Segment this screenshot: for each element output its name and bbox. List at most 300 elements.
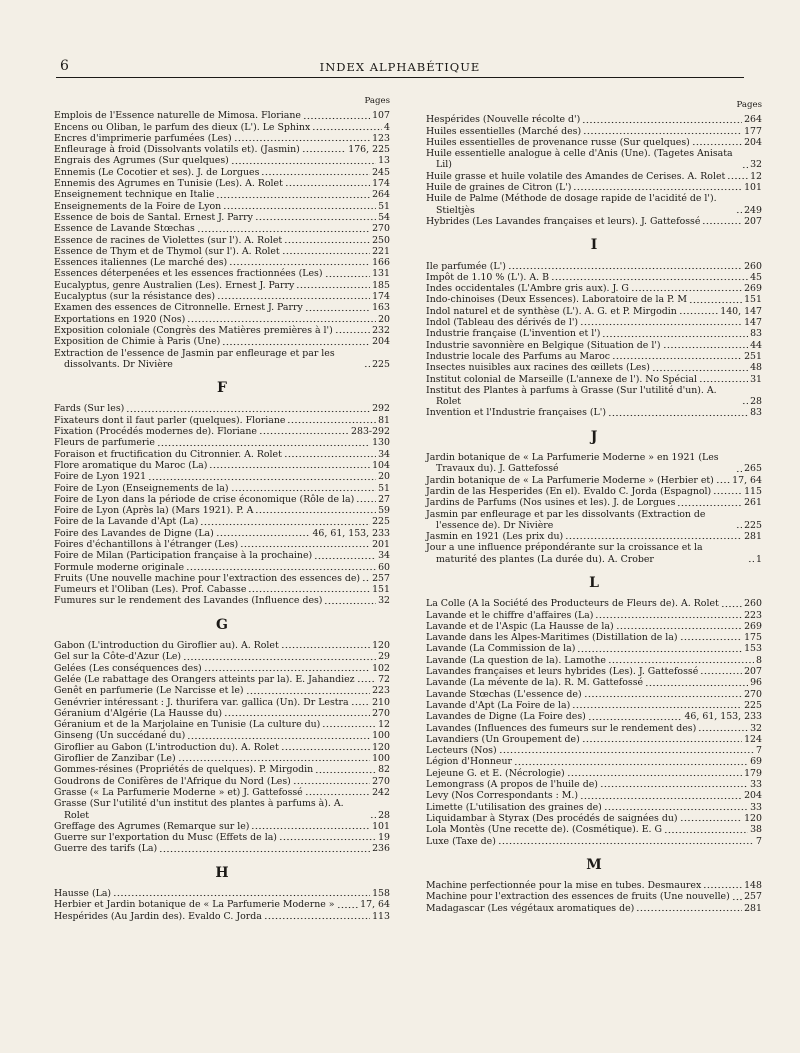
section-letter: G	[216, 616, 228, 633]
entry-page: 28	[378, 809, 390, 821]
entry-page: 250	[372, 234, 390, 246]
entry-title: Machine perfectionnée pour la mise en tubes. Desmaurex	[426, 880, 702, 892]
entry-page: 260	[744, 260, 762, 272]
entry-page: 120	[372, 741, 390, 753]
index-entry	[426, 903, 762, 914]
index-entry	[54, 437, 390, 448]
entry-page: 245	[372, 166, 390, 178]
dot-leader	[364, 360, 370, 368]
entry-title: Gommes-résines (Propriétés de quelques). P. Mirgodin	[54, 764, 314, 776]
entry-title: Hespérides (Nouvelle récolte d')	[426, 114, 581, 126]
entry-title: Huile essentielle analogue à celle d'Anis (Une). (Tagetes Anisata Lil)	[426, 148, 733, 171]
entry-title: Lavandes françaises et leurs hybrides (Les). J. Gattefossé	[426, 666, 699, 678]
entry-title: Eucalyptus (sur la résistance des)	[54, 291, 215, 303]
entry-page: 29	[378, 651, 390, 663]
dot-leader	[305, 304, 370, 312]
entry-title: Foire de Lyon dans la période de crise économique (Rôle de la)	[54, 493, 355, 505]
entry-page: 225	[744, 699, 762, 711]
dot-leader	[305, 788, 370, 796]
dot-leader	[508, 262, 742, 270]
entry-title: Exposition de Chimie à Paris (Une)	[54, 336, 221, 348]
entry-title: Invention et l'Industrie françaises (L')	[426, 407, 606, 419]
entry-page: 107	[372, 110, 390, 122]
dot-leader	[698, 724, 748, 732]
entry-page: 221	[372, 245, 390, 257]
entry-title: Flore aromatique du Maroc (La)	[54, 459, 208, 471]
dot-leader	[224, 709, 370, 717]
pages-label: Pages	[736, 100, 762, 110]
dot-leader	[582, 116, 742, 124]
dot-leader	[234, 134, 370, 142]
index-entry	[426, 452, 762, 475]
entry-title: Lavande et le chiffre d'affaires (La)	[426, 609, 594, 621]
entry-page: 249	[744, 204, 762, 216]
dot-leader	[231, 157, 376, 165]
entry-page: 210	[372, 696, 390, 708]
entry-title: Guerre des tarifs (La)	[54, 843, 158, 855]
entry-page: 83	[750, 407, 762, 419]
entry-page: 257	[372, 572, 390, 584]
entry-title: Engrais des Agrumes (Sur quelques)	[54, 155, 229, 167]
index-entry	[54, 539, 390, 550]
entry-title: Encres d'imprimerie parfumées (Les)	[54, 132, 232, 144]
entry-title: Herbier et Jardin botanique de « La Parfumerie Moderne »	[54, 899, 335, 911]
entry-page: 232	[372, 324, 390, 336]
dot-leader	[713, 487, 742, 495]
dot-leader	[565, 532, 742, 540]
entry-page: 20	[378, 313, 390, 325]
entry-title: Lavandiers (Un Groupement de)	[426, 733, 580, 745]
entry-title: Hausse (La)	[54, 888, 112, 899]
entry-page: 100	[372, 753, 390, 765]
dot-leader	[680, 633, 743, 641]
entry-title: Essences déterpenées et les essences fractionnées (Les)	[54, 268, 323, 280]
entry-title: Lemongrass (A propos de l'huile de)	[426, 779, 598, 791]
index-entry	[426, 294, 762, 305]
entry-page: 270	[372, 775, 390, 787]
index-entry	[426, 126, 762, 137]
entry-title: Formule moderne originale	[54, 561, 184, 573]
index-entry	[426, 475, 762, 486]
section-letter: L	[589, 574, 599, 591]
dot-leader	[612, 352, 742, 360]
entry-title: Enfleurage à froid (Dissolvants volatils et). (Jasmin)	[54, 144, 300, 156]
entry-page: 32	[750, 159, 762, 171]
dot-leader	[584, 690, 742, 698]
dot-leader	[677, 499, 742, 507]
entry-page: 1	[756, 553, 762, 565]
dot-leader	[679, 307, 718, 315]
index-entry	[426, 655, 762, 666]
entry-page: 51	[378, 482, 390, 494]
entry-title: Eucalyptus, genre Australien (Les). Ernest J. Parry	[54, 279, 295, 291]
dot-leader	[636, 904, 742, 912]
entry-title: Fruits (Une nouvelle machine pour l'extraction des essences de)	[54, 572, 361, 584]
entry-title: Levy (Nos Correspondants : M.)	[426, 790, 579, 802]
dot-leader	[322, 720, 376, 728]
index-entry	[54, 550, 390, 561]
index-entry	[54, 471, 390, 482]
entry-title: Jardin de las Hesperides (En el). Evaldo C. Jorda (Espagnol)	[426, 485, 712, 497]
index-entry	[54, 573, 390, 584]
entry-title: Légion d'Honneur	[426, 756, 512, 768]
index-entry	[54, 314, 390, 325]
entry-page: 104	[372, 459, 390, 471]
index-entry	[426, 700, 762, 711]
index-entry	[54, 640, 390, 651]
entry-page: 225	[372, 358, 390, 370]
entry-page: 101	[372, 820, 390, 832]
entry-page: 59	[378, 505, 390, 517]
entry-title: Géranium d'Algérie (La Hausse du)	[54, 707, 223, 719]
entry-page: 264	[744, 114, 762, 126]
entry-title: Giroflier au Gabon (L'introduction du). A. Rolet	[54, 741, 279, 753]
index-entry	[54, 336, 390, 347]
index-entry	[426, 745, 762, 756]
dot-leader	[514, 758, 748, 766]
index-entry	[54, 110, 390, 121]
entry-title: Luxe (Taxe de)	[426, 835, 496, 847]
dot-leader	[246, 687, 371, 695]
entry-title: Foire de Lyon 1921	[54, 471, 147, 483]
entry-page: 113	[372, 910, 390, 922]
entry-title: Lavandes de Digne (La Foire des)	[426, 711, 586, 723]
index-entry	[426, 790, 762, 801]
dot-leader	[604, 803, 748, 811]
entry-page: 269	[744, 620, 762, 632]
dot-leader	[727, 172, 748, 180]
dot-leader	[204, 664, 370, 672]
entry-page: 265	[744, 463, 762, 475]
entry-page: 283-292	[351, 426, 390, 438]
index-entry	[426, 632, 762, 643]
entry-title: Foraison et fructification du Citronnier. A. Rolet	[54, 448, 282, 460]
entry-page: 176, 225	[348, 144, 390, 156]
entry-title: Foire de Milan (Participation française à la prochaine)	[54, 550, 313, 562]
index-entry	[426, 542, 762, 565]
dot-leader	[742, 161, 748, 169]
entry-page: 204	[372, 336, 390, 348]
dot-leader	[335, 326, 370, 334]
entry-title: Foire de Lyon (Après la) (Mars 1921). P. A	[54, 505, 254, 517]
entry-page: 185	[372, 279, 390, 291]
dot-leader	[216, 191, 370, 199]
entry-page: 270	[744, 688, 762, 700]
entry-title: Exportations en 1920 (Nos)	[54, 313, 186, 325]
index-entry	[54, 528, 390, 539]
index-entry	[54, 426, 390, 437]
entry-page: 207	[744, 215, 762, 227]
index-entry	[426, 374, 762, 385]
index-entry	[54, 325, 390, 336]
entry-title: Industrie savonnière en Belgique (Situation de l')	[426, 339, 661, 351]
index-entry	[54, 708, 390, 719]
entry-page: 100	[372, 730, 390, 742]
entry-page: 175	[744, 632, 762, 644]
dot-leader	[315, 766, 376, 774]
pages-label: Pages	[364, 96, 390, 106]
entry-page: 153	[744, 643, 762, 655]
entry-page: 124	[744, 733, 762, 745]
index-entry	[426, 802, 762, 813]
entry-page: 20	[378, 471, 390, 483]
index-entry	[426, 261, 762, 272]
entry-title: Lavande dans les Alpes-Maritimes (Distillation de la)	[426, 632, 678, 644]
dot-leader	[223, 202, 376, 210]
entry-title: Essence de Lavande Stœchas	[54, 223, 195, 235]
dot-leader	[255, 213, 376, 221]
dot-leader	[577, 645, 742, 653]
entry-title: Jasmin en 1921 (Les prix du)	[426, 531, 564, 543]
index-entry	[426, 497, 762, 508]
dot-leader	[645, 679, 748, 687]
index-entry	[54, 584, 390, 595]
entry-title: Emplois de l'Essence naturelle de Mimosa. Floriane	[54, 110, 301, 122]
dot-leader	[680, 814, 743, 822]
dot-leader	[742, 397, 748, 405]
section-letter: F	[217, 380, 227, 397]
entry-title: Huile de Palme (Méthode de dosage rapide de l'acidité de l'). Stieltjès	[426, 193, 717, 216]
dot-leader	[357, 675, 376, 683]
entry-title: Lavande et de l'Aspic (La Hausse de la)	[426, 620, 614, 632]
dot-leader	[240, 540, 370, 548]
entry-title: Lavandes (Influences des fumeurs sur le rendement des)	[426, 722, 697, 734]
entry-page: 236	[372, 843, 390, 855]
entry-title: Genévrier intéressant : J. thurifera var. gallica (Un). Dr Lestra	[54, 696, 349, 708]
entry-page: 261	[744, 497, 762, 509]
dot-leader	[580, 792, 742, 800]
entry-title: Fumures sur le rendement des Lavandes (Influence des)	[54, 595, 323, 607]
entry-title: Liquidambar à Styrax (Des procédés de saignées du)	[426, 812, 678, 824]
dot-leader	[736, 206, 742, 214]
dot-leader	[736, 521, 742, 529]
index-entry	[426, 137, 762, 148]
entry-page: 123	[372, 132, 390, 144]
entry-page: 27	[378, 493, 390, 505]
entry-title: Grasse (Sur l'utilité d'un institut des plantes à parfums à). A. Rolet	[54, 798, 344, 821]
entry-page: 204	[744, 790, 762, 802]
index-entry	[54, 730, 390, 741]
page-title: INDEX ALPHABÉTIQUE	[319, 60, 481, 74]
dot-leader	[572, 701, 742, 709]
index-entry	[426, 723, 762, 734]
entry-title: Madagascar (Les végétaux aromatiques de)	[426, 902, 635, 914]
entry-title: Insectes nuisibles aux racines des œillets (Les)	[426, 362, 650, 374]
entry-title: Fixateurs dont il faut parler (quelques). Floriane	[54, 414, 286, 426]
entry-page: 7	[756, 835, 762, 847]
dot-leader	[652, 364, 748, 372]
entry-title: Enseignements de la Foire de Lyon	[54, 200, 222, 212]
dot-leader	[324, 597, 376, 605]
entry-page: 31	[750, 373, 762, 385]
index-entry	[54, 144, 390, 155]
entry-title: La Colle (A la Société des Producteurs de Fleurs de). A. Rolet	[426, 598, 719, 610]
index-entry	[54, 764, 390, 775]
entry-title: Ennemis des Agrumes en Tunisie (Les). A. Rolet	[54, 178, 283, 190]
entry-title: Huile grasse et huile volatile des Amandes de Cerises. A. Rolet	[426, 170, 726, 182]
entry-page: 54	[378, 211, 390, 223]
entry-page: 223	[744, 609, 762, 621]
index-entry	[54, 212, 390, 223]
entry-title: Goudrons de Conifères de l'Afrique du Nord (Les)	[54, 775, 291, 787]
entry-title: Extraction de l'essence de Jasmin par enfleurage et par les dissolvants. Dr Nivière	[54, 347, 335, 370]
dot-leader	[279, 833, 376, 841]
entry-title: Ginseng (Un succédané du)	[54, 730, 186, 742]
index-entry	[54, 911, 390, 922]
index-entry	[426, 486, 762, 497]
index-entry	[54, 280, 390, 291]
entry-title: Jour a une influence prépondérante sur la croissance et la maturité des plantes (La durée du). A. Crober	[426, 542, 703, 565]
dot-leader	[186, 563, 376, 571]
entry-page: 102	[372, 662, 390, 674]
index-entry	[54, 663, 390, 674]
index-entry	[426, 171, 762, 182]
dot-leader	[588, 713, 683, 721]
index-entry	[54, 235, 390, 246]
index-entry	[426, 836, 762, 847]
dot-leader	[284, 236, 370, 244]
entry-page: 17, 64	[360, 899, 390, 911]
entry-title: Hespérides (Au Jardin des). Evaldo C. Jorda	[54, 910, 262, 922]
entry-page: 292	[372, 403, 390, 415]
entry-page: 174	[372, 291, 390, 303]
index-entry	[54, 843, 390, 854]
index-entry	[426, 813, 762, 824]
entry-page: 140, 147	[720, 305, 762, 317]
dot-leader	[255, 506, 376, 514]
dot-leader	[157, 439, 370, 447]
entry-page: 34	[378, 448, 390, 460]
index-entry	[54, 483, 390, 494]
entry-title: Examen des essences de Citronnelle. Ernest J. Parry	[54, 302, 303, 314]
entry-page: 281	[744, 531, 762, 543]
index-entry	[54, 460, 390, 471]
entry-page: 269	[744, 283, 762, 295]
entry-title: Lavande (La question de la). Lamothe	[426, 654, 606, 666]
index-entry	[426, 407, 762, 418]
dot-leader	[264, 912, 370, 920]
entry-title: Huile de graines de Citron (L')	[426, 182, 572, 194]
entry-title: Essence de bois de Santal. Ernest J. Parry	[54, 211, 253, 223]
entry-title: Indol naturel et de synthèse (L'). A. G. et P. Mirgodin	[426, 305, 677, 317]
entry-title: Gabon (L'introduction du Giroflier au). A. Rolet	[54, 640, 279, 652]
dot-leader	[736, 465, 742, 473]
entry-page: 177	[744, 125, 762, 137]
index-entry	[54, 595, 390, 606]
index-entry	[54, 223, 390, 234]
entry-title: Ennemis (Le Cocotier et ses). J. de Lorgues	[54, 166, 260, 178]
entry-title: Limette (L'utilisation des graines de)	[426, 801, 602, 813]
index-entry	[54, 651, 390, 662]
index-entry	[54, 246, 390, 257]
entry-page: 46, 61, 153, 233	[312, 527, 390, 539]
entry-page: 83	[750, 328, 762, 340]
dot-leader	[721, 600, 742, 608]
index-entry	[426, 689, 762, 700]
entry-page: 251	[744, 350, 762, 362]
dot-leader	[631, 284, 742, 292]
entry-title: Foire de Lyon (Enseignements de la)	[54, 482, 229, 494]
entry-page: 151	[372, 584, 390, 596]
index-entry	[54, 685, 390, 696]
dot-leader	[217, 292, 370, 300]
entry-title: Fumeurs et l'Oliban (Les). Prof. Cabasse	[54, 584, 247, 596]
dot-leader	[148, 473, 376, 481]
entry-title: Exposition coloniale (Congrès des Matières premières à l')	[54, 324, 333, 336]
entry-page: 270	[372, 707, 390, 719]
dot-leader	[608, 656, 754, 664]
index-entry	[426, 824, 762, 835]
entry-page: 4	[384, 121, 390, 133]
entry-title: Machine pour l'extraction des essences de fruits (Une nouvelle)	[426, 891, 730, 903]
entry-page: 130	[372, 437, 390, 449]
entry-page: 179	[744, 767, 762, 779]
dot-leader	[732, 893, 742, 901]
index-entry	[426, 306, 762, 317]
dot-leader	[248, 585, 370, 593]
dot-leader	[370, 811, 376, 819]
header-rule	[56, 77, 744, 78]
entry-title: Jasmin par enfleurage et par les dissolvants (Extraction de l'essence de). Dr Nivière	[426, 508, 706, 531]
index-entry	[54, 753, 390, 764]
dot-leader	[197, 225, 370, 233]
entry-title: Enseignement technique en Italie	[54, 189, 215, 201]
index-entry	[54, 155, 390, 166]
entry-page: 163	[372, 302, 390, 314]
entry-title: Géranium et de la Marjolaine en Tunisie (La culture du)	[54, 719, 321, 731]
entry-page: 34	[378, 550, 390, 562]
index-entry	[426, 148, 762, 171]
index-entry	[426, 643, 762, 654]
index-entry	[54, 776, 390, 787]
dot-leader	[261, 168, 370, 176]
index-entry	[54, 787, 390, 798]
entry-page: 69	[750, 756, 762, 768]
entry-title: Gelée (Le rabattage des Orangers atteints par la). E. Jahandiez	[54, 673, 355, 685]
dot-leader	[748, 555, 754, 563]
entry-page: 151	[744, 294, 762, 306]
index-entry	[426, 610, 762, 621]
index-entry	[54, 888, 390, 899]
entry-page: 45	[750, 271, 762, 283]
entry-title: Foires d'échantillons à l'étranger (Les)	[54, 538, 239, 550]
entry-title: Lavande d'Apt (La Foire de la)	[426, 699, 571, 711]
dot-leader	[209, 461, 370, 469]
index-entry	[426, 509, 762, 532]
dot-leader	[702, 217, 742, 225]
index-entry	[54, 268, 390, 279]
index-entry	[54, 449, 390, 460]
entry-page: 225	[372, 516, 390, 528]
entry-page: 19	[378, 832, 390, 844]
dot-leader	[285, 179, 370, 187]
dot-leader	[222, 338, 370, 346]
index-entry	[54, 494, 390, 505]
entry-title: Foire de la Lavande d'Apt (La)	[54, 516, 199, 528]
entry-page: 33	[750, 801, 762, 813]
index-entry	[426, 283, 762, 294]
entry-page: 82	[378, 764, 390, 776]
entry-title: Indes occidentales (L'Ambre gris aux). J. G	[426, 283, 629, 295]
entry-page: 148	[744, 880, 762, 892]
index-entry	[54, 697, 390, 708]
dot-leader	[498, 837, 754, 845]
entry-page: 44	[750, 339, 762, 351]
entry-title: Grasse (« La Parfumerie Moderne » et) J. Gattefossé	[54, 786, 303, 798]
section-letter: J	[590, 428, 598, 445]
entry-page: 32	[378, 595, 390, 607]
dot-leader	[178, 754, 370, 762]
